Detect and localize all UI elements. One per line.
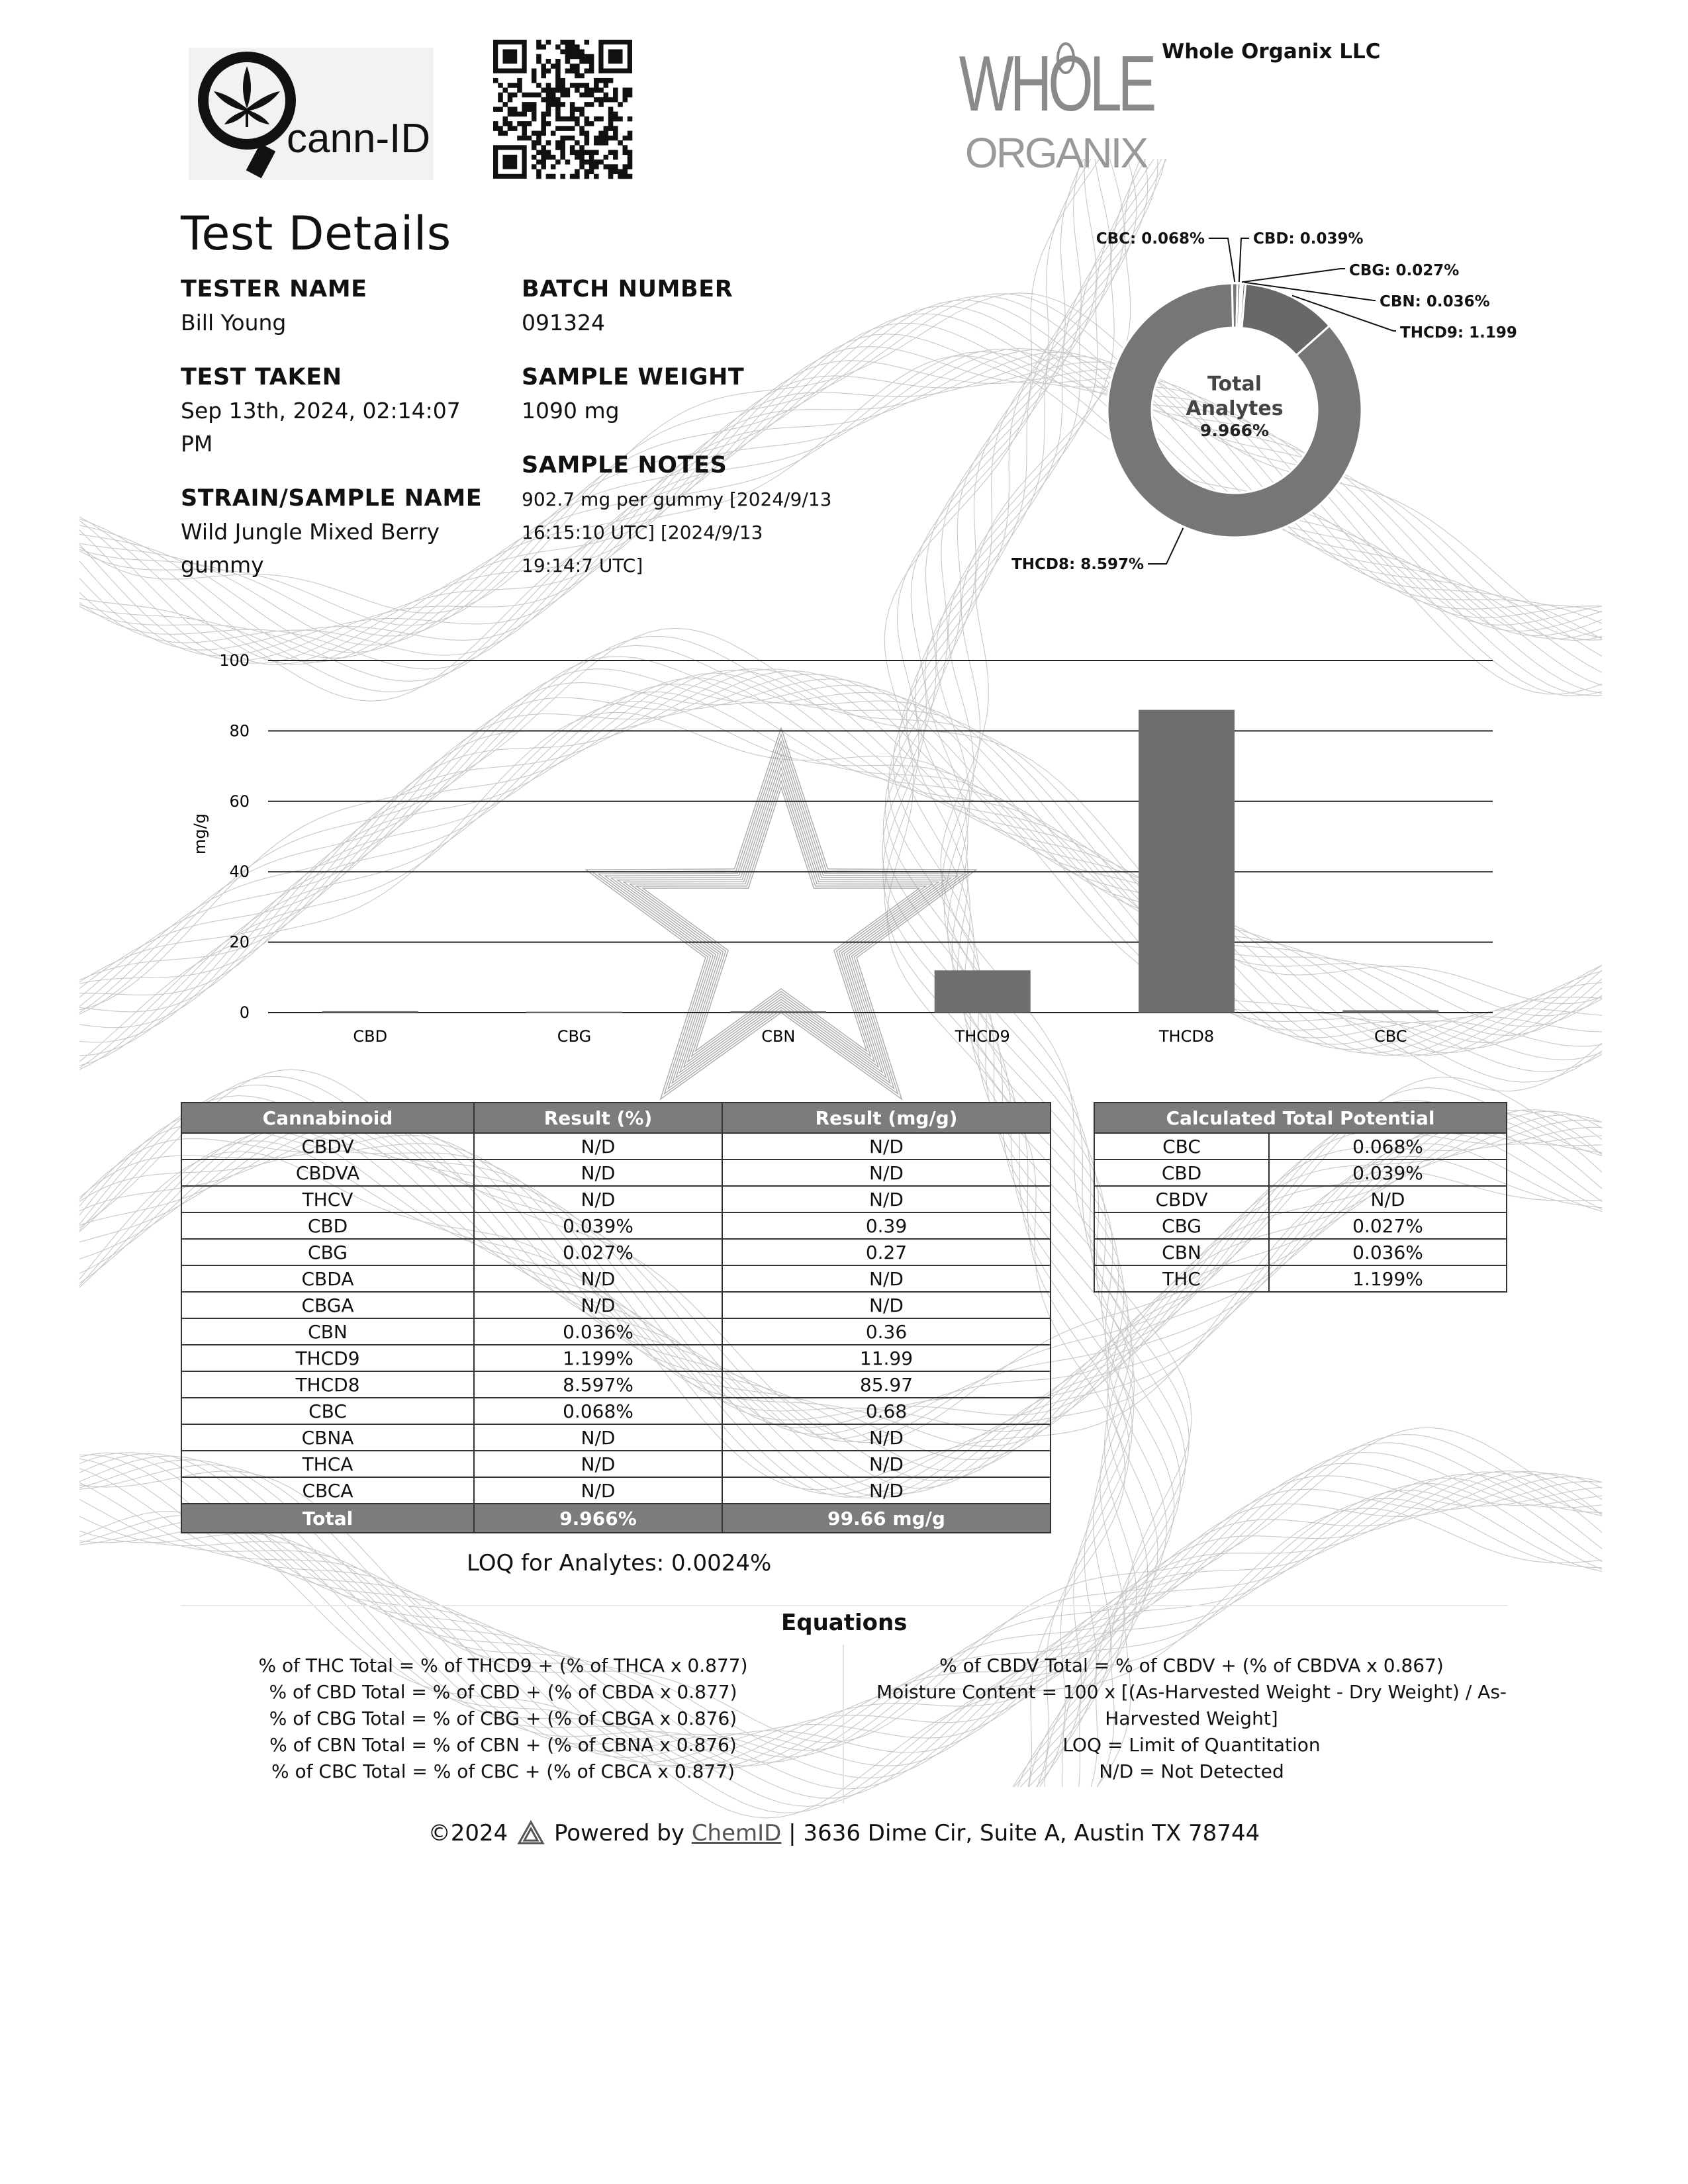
bar-ytick-label: 0 (239, 1003, 250, 1022)
sample-notes-line: 16:15:10 UTC] [2024/9/13 (522, 522, 763, 543)
page-title: Test Details (181, 206, 451, 261)
table-cell: CBCA (181, 1477, 474, 1504)
table-cell: 11.99 (722, 1345, 1051, 1371)
mg-per-g-bar-chart (185, 635, 1509, 1059)
equation-line: % of CBC Total = % of CBC + (% of CBCA x 0.877) (271, 1760, 735, 1782)
company-name: Whole Organix LLC (1162, 40, 1381, 64)
sample-weight-value: 1090 mg (522, 398, 620, 424)
table-cell: 0.039% (1269, 1160, 1507, 1186)
donut-label-thcd8: THCD8: 8.597% (1011, 556, 1144, 573)
table-cell: 0.068% (1269, 1133, 1507, 1160)
qr-code[interactable] (493, 40, 632, 179)
table-cell: 0.027% (1269, 1212, 1507, 1239)
chemid-link[interactable]: ChemID (691, 1820, 782, 1846)
table-cell: 0.039% (474, 1212, 722, 1239)
table-cell: CBC (181, 1398, 474, 1424)
table-cell: N/D (474, 1477, 722, 1504)
donut-center-value: 9.966% (1199, 421, 1270, 440)
bar-xtick-label: THCD8 (1158, 1027, 1215, 1046)
table-row (1094, 1265, 1507, 1292)
equation-line: Harvested Weight] (1105, 1707, 1278, 1729)
table-cell: CBDV (181, 1133, 474, 1160)
total-analytes-donut-chart (993, 212, 1556, 596)
table-cell: N/D (474, 1186, 722, 1212)
cann-id-logo (189, 48, 434, 180)
tester-name-label: TESTER NAME (181, 276, 367, 302)
total-cell: Total (181, 1504, 474, 1533)
table-row (181, 1160, 1051, 1186)
table-total-row (181, 1504, 1051, 1533)
table-row (181, 1477, 1051, 1504)
table-cell: CBN (1094, 1239, 1269, 1265)
table-row (181, 1265, 1051, 1292)
donut-label-cbd: CBD: 0.039% (1253, 230, 1364, 248)
equation-line: Moisture Content = 100 x [(As-Harvested Weight - Dry Weight) / As- (876, 1681, 1507, 1703)
table-cell: 0.68 (722, 1398, 1051, 1424)
table-cell: N/D (474, 1160, 722, 1186)
equation-line: % of CBN Total = % of CBN + (% of CBNA x 0.876) (269, 1734, 737, 1756)
equation-line: % of CBDV Total = % of CBDV + (% of CBDVA x 0.867) (939, 1655, 1444, 1676)
footer-powered-by: Powered by (553, 1820, 684, 1846)
svg-text:ORGANIX: ORGANIX (964, 129, 1147, 177)
sample-weight-label: SAMPLE WEIGHT (522, 364, 745, 390)
table-cell: 8.597% (474, 1371, 722, 1398)
table-cell: CBD (1094, 1160, 1269, 1186)
table-cell: N/D (722, 1451, 1051, 1477)
bar-ytick-label: 20 (229, 933, 250, 952)
equations-title: Equations (781, 1610, 908, 1636)
table-cell: N/D (722, 1292, 1051, 1318)
table-cell: CBDV (1094, 1186, 1269, 1212)
test-taken-line2: PM (181, 431, 213, 457)
svg-text:cann-ID: cann-ID (287, 116, 431, 161)
donut-leader-line (1148, 528, 1183, 564)
table-cell: THC (1094, 1265, 1269, 1292)
table-cell: CBDA (181, 1265, 474, 1292)
section-divider (181, 1605, 1508, 1606)
table-cell: N/D (474, 1424, 722, 1451)
bar-chart-ylabel: mg/g (191, 813, 209, 854)
bar-thcd9 (935, 970, 1031, 1013)
table-cell: N/D (474, 1133, 722, 1160)
table-cell: CBC (1094, 1133, 1269, 1160)
donut-leader-line (1242, 269, 1345, 282)
calculated-total-potential-table (1094, 1102, 1507, 1293)
table-row (1094, 1212, 1507, 1239)
table-row (1094, 1186, 1507, 1212)
tester-name-value: Bill Young (181, 310, 287, 336)
bar-ytick-label: 60 (229, 792, 250, 811)
col-header-cannabinoid: Cannabinoid (181, 1103, 474, 1133)
sample-notes-line: 902.7 mg per gummy [2024/9/13 (522, 488, 832, 510)
table-row (181, 1371, 1051, 1398)
bar-xtick-label: CBD (353, 1027, 388, 1046)
table-cell: CBNA (181, 1424, 474, 1451)
donut-label-cbn: CBN: 0.036% (1380, 293, 1490, 310)
donut-label-cbg: CBG: 0.027% (1349, 262, 1460, 279)
donut-label-cbc: CBC: 0.068% (1096, 230, 1205, 248)
table-cell: N/D (474, 1451, 722, 1477)
sample-notes-line: 19:14:7 UTC] (522, 555, 643, 576)
table-cell: N/D (722, 1424, 1051, 1451)
table-cell: N/D (1269, 1186, 1507, 1212)
table-cell: 1.199% (1269, 1265, 1507, 1292)
potential-table-header: Calculated Total Potential (1094, 1103, 1507, 1133)
bar-cbc (1342, 1010, 1438, 1013)
table-cell: THCD9 (181, 1345, 474, 1371)
col-header-result-mg-g: Result (mg/g) (722, 1103, 1051, 1133)
svg-text:WHOLE: WHOLE (959, 39, 1153, 128)
col-header-result-percent: Result (%) (474, 1103, 722, 1133)
bar-cbn (730, 1011, 826, 1013)
test-taken-line1: Sep 13th, 2024, 02:14:07 (181, 398, 461, 424)
bar-xtick-label: CBN (761, 1027, 796, 1046)
donut-center-label-line1: Total (1207, 373, 1262, 396)
table-cell: 0.27 (722, 1239, 1051, 1265)
cannabinoid-results-table (181, 1102, 1051, 1533)
loq-text: LOQ for Analytes: 0.0024% (467, 1550, 772, 1576)
footer-copyright: ©2024 (428, 1820, 508, 1846)
equation-line: % of CBD Total = % of CBD + (% of CBDA x 0.877) (269, 1681, 737, 1703)
table-cell: 0.39 (722, 1212, 1051, 1239)
strain-label: STRAIN/SAMPLE NAME (181, 485, 483, 512)
table-cell: CBN (181, 1318, 474, 1345)
donut-leader-line (1239, 238, 1249, 282)
total-cell: 99.66 mg/g (722, 1504, 1051, 1533)
table-cell: THCD8 (181, 1371, 474, 1398)
table-row (181, 1133, 1051, 1160)
table-row (181, 1212, 1051, 1239)
table-cell: N/D (722, 1477, 1051, 1504)
table-cell: N/D (474, 1292, 722, 1318)
table-cell: THCA (181, 1451, 474, 1477)
table-cell: N/D (474, 1265, 722, 1292)
bar-xtick-label: CBC (1374, 1027, 1407, 1046)
bar-xtick-label: CBG (557, 1027, 592, 1046)
bar-ytick-label: 100 (219, 651, 250, 670)
sample-notes-label: SAMPLE NOTES (522, 452, 727, 478)
equation-line: LOQ = Limit of Quantitation (1062, 1734, 1321, 1756)
table-cell: CBD (181, 1212, 474, 1239)
table-row (181, 1451, 1051, 1477)
table-cell: 0.36 (722, 1318, 1051, 1345)
footer-address: | 3636 Dime Cir, Suite A, Austin TX 78744 (788, 1820, 1260, 1846)
table-cell: CBGA (181, 1292, 474, 1318)
table-row (1094, 1133, 1507, 1160)
batch-number-label: BATCH NUMBER (522, 276, 733, 302)
donut-label-thcd9: THCD9: 1.199 (1400, 324, 1517, 341)
footer (0, 1820, 1688, 1846)
table-row (181, 1186, 1051, 1212)
equations-right-column (874, 1653, 1509, 1785)
bar-cbg (526, 1012, 622, 1013)
equation-line: % of CBG Total = % of CBG + (% of CBGA x 0.876) (269, 1707, 737, 1729)
table-cell: 1.199% (474, 1345, 722, 1371)
table-cell: N/D (722, 1133, 1051, 1160)
table-cell: 0.027% (474, 1239, 722, 1265)
batch-number-value: 091324 (522, 310, 605, 336)
bar-ytick-label: 80 (229, 721, 250, 741)
table-row (181, 1345, 1051, 1371)
table-cell: CBDVA (181, 1160, 474, 1186)
table-cell: 0.036% (1269, 1239, 1507, 1265)
table-row (181, 1398, 1051, 1424)
table-cell: THCV (181, 1186, 474, 1212)
test-taken-label: TEST TAKEN (181, 364, 342, 390)
bar-thcd8 (1139, 710, 1235, 1013)
donut-leader-line (1209, 238, 1235, 282)
bar-ytick-label: 40 (229, 862, 250, 882)
table-cell: N/D (722, 1160, 1051, 1186)
table-cell: N/D (722, 1265, 1051, 1292)
equation-line: % of THC Total = % of THCD9 + (% of THCA x 0.877) (258, 1655, 748, 1676)
table-row (1094, 1160, 1507, 1186)
table-row (181, 1292, 1051, 1318)
table-cell: 0.036% (474, 1318, 722, 1345)
strain-line1: Wild Jungle Mixed Berry (181, 519, 440, 545)
table-cell: N/D (722, 1186, 1051, 1212)
table-row (181, 1318, 1051, 1345)
table-cell: CBG (1094, 1212, 1269, 1239)
donut-center-label-line2: Analytes (1186, 397, 1284, 420)
strain-line2: gummy (181, 552, 264, 578)
chemid-triangle-icon (518, 1821, 544, 1844)
equations-left-column (199, 1653, 808, 1785)
table-row (181, 1424, 1051, 1451)
table-cell: 0.068% (474, 1398, 722, 1424)
table-row (181, 1239, 1051, 1265)
table-cell: CBG (181, 1239, 474, 1265)
equation-line: N/D = Not Detected (1099, 1760, 1284, 1782)
total-cell: 9.966% (474, 1504, 722, 1533)
table-cell: 85.97 (722, 1371, 1051, 1398)
bar-xtick-label: THCD9 (955, 1027, 1010, 1046)
table-row (1094, 1239, 1507, 1265)
whole-organix-logo (959, 32, 1153, 177)
bar-cbd (322, 1011, 418, 1013)
equations-column-separator (843, 1645, 844, 1803)
